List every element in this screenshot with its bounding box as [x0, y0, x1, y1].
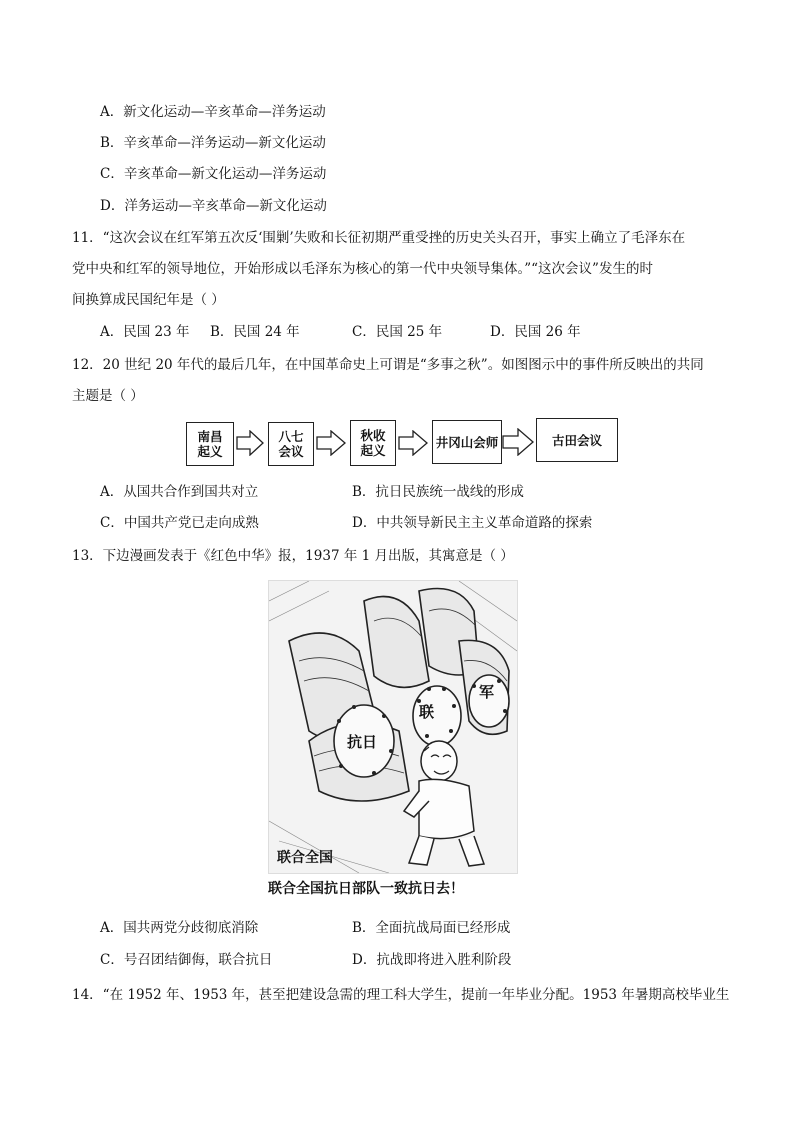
cartoon-caption: 联合全国抗日部队一致抗日去！ — [268, 881, 464, 897]
cartoon-label-kangri: 抗日 — [347, 733, 378, 751]
q10-option-d: D．洋务运动—辛亥革命—新文化运动 — [100, 198, 327, 214]
flow-box-baqi: 八七 会议 — [268, 422, 314, 466]
q11-option-b: B．民国 24 年 — [210, 324, 300, 340]
q12-option-a: A．从国共合作到国共对立 — [100, 484, 259, 500]
cartoon-drawing — [269, 581, 517, 873]
q14-stem-line-1: 14．“在 1952 年、1953 年，甚至把建设急需的理工科大学生，提前一年毕业分配。1953 年暑期高校毕业生 — [72, 987, 730, 1003]
q12-stem-line-1: 12．20 世纪 20 年代的最后几年，在中国革命史上可谓是“多事之秋”。如图图示中的事件所反映出的共同 — [72, 357, 704, 373]
q12-option-c: C．中国共产党已走向成熟 — [100, 515, 259, 531]
q11-stem-line-1: 11．“这次会议在红军第五次反‘围剿’失败和长征初期严重受挫的历史关头召开，事实上确立了毛泽东在 — [72, 230, 686, 246]
flow-box-nanchang: 南昌 起义 — [186, 422, 234, 466]
flow-arrow-icon — [502, 428, 534, 456]
q11-option-c: C．民国 25 年 — [352, 324, 443, 340]
flow-box-gutian: 古田会议 — [536, 418, 618, 462]
q13-option-d: D．抗战即将进入胜利阶段 — [352, 952, 512, 968]
q12-stem-line-2: 主题是（ ） — [72, 388, 144, 404]
q11-option-d: D．民国 26 年 — [490, 324, 581, 340]
cartoon-label-lian: 联 — [419, 703, 435, 721]
q12-option-b: B．抗日民族统一战线的形成 — [352, 484, 524, 500]
q10-option-c: C．辛亥革命—新文化运动—洋务运动 — [100, 166, 327, 182]
q10-option-a: A．新文化运动—辛亥革命—洋务运动 — [100, 104, 326, 120]
q13-option-b: B．全面抗战局面已经形成 — [352, 920, 511, 936]
propaganda-cartoon-image — [268, 580, 518, 874]
q13-option-a: A．国共两党分歧彻底消除 — [100, 920, 259, 936]
q12-option-d: D．中共领导新民主主义革命道路的探索 — [352, 515, 593, 531]
q11-stem-line-2: 党中央和红军的领导地位，开始形成以毛泽东为核心的第一代中央领导集体。”“这次会议”发生的时 — [72, 261, 653, 277]
q13-stem: 13．下边漫画发表于《红色中华》报，1937 年 1 月出版，其寓意是（ ） — [72, 548, 514, 564]
q11-stem-line-3: 间换算成民国纪年是（ ） — [72, 292, 225, 308]
events-flowchart — [186, 418, 618, 468]
cartoon-label-lianhe-quanguo: 联合全国 — [277, 850, 333, 866]
cartoon-label-jun: 军 — [479, 683, 495, 701]
flow-arrow-icon — [316, 430, 346, 456]
flow-arrow-icon — [398, 430, 428, 456]
q11-option-a: A．民国 23 年 — [100, 324, 190, 340]
flow-box-jinggangshan: 井冈山会师 — [432, 420, 502, 464]
q10-option-b: B．辛亥革命—洋务运动—新文化运动 — [100, 135, 326, 151]
flow-arrow-icon — [236, 430, 264, 456]
q13-option-c: C．号召团结御侮，联合抗日 — [100, 952, 273, 968]
flow-box-qiushou: 秋收 起义 — [350, 420, 396, 466]
